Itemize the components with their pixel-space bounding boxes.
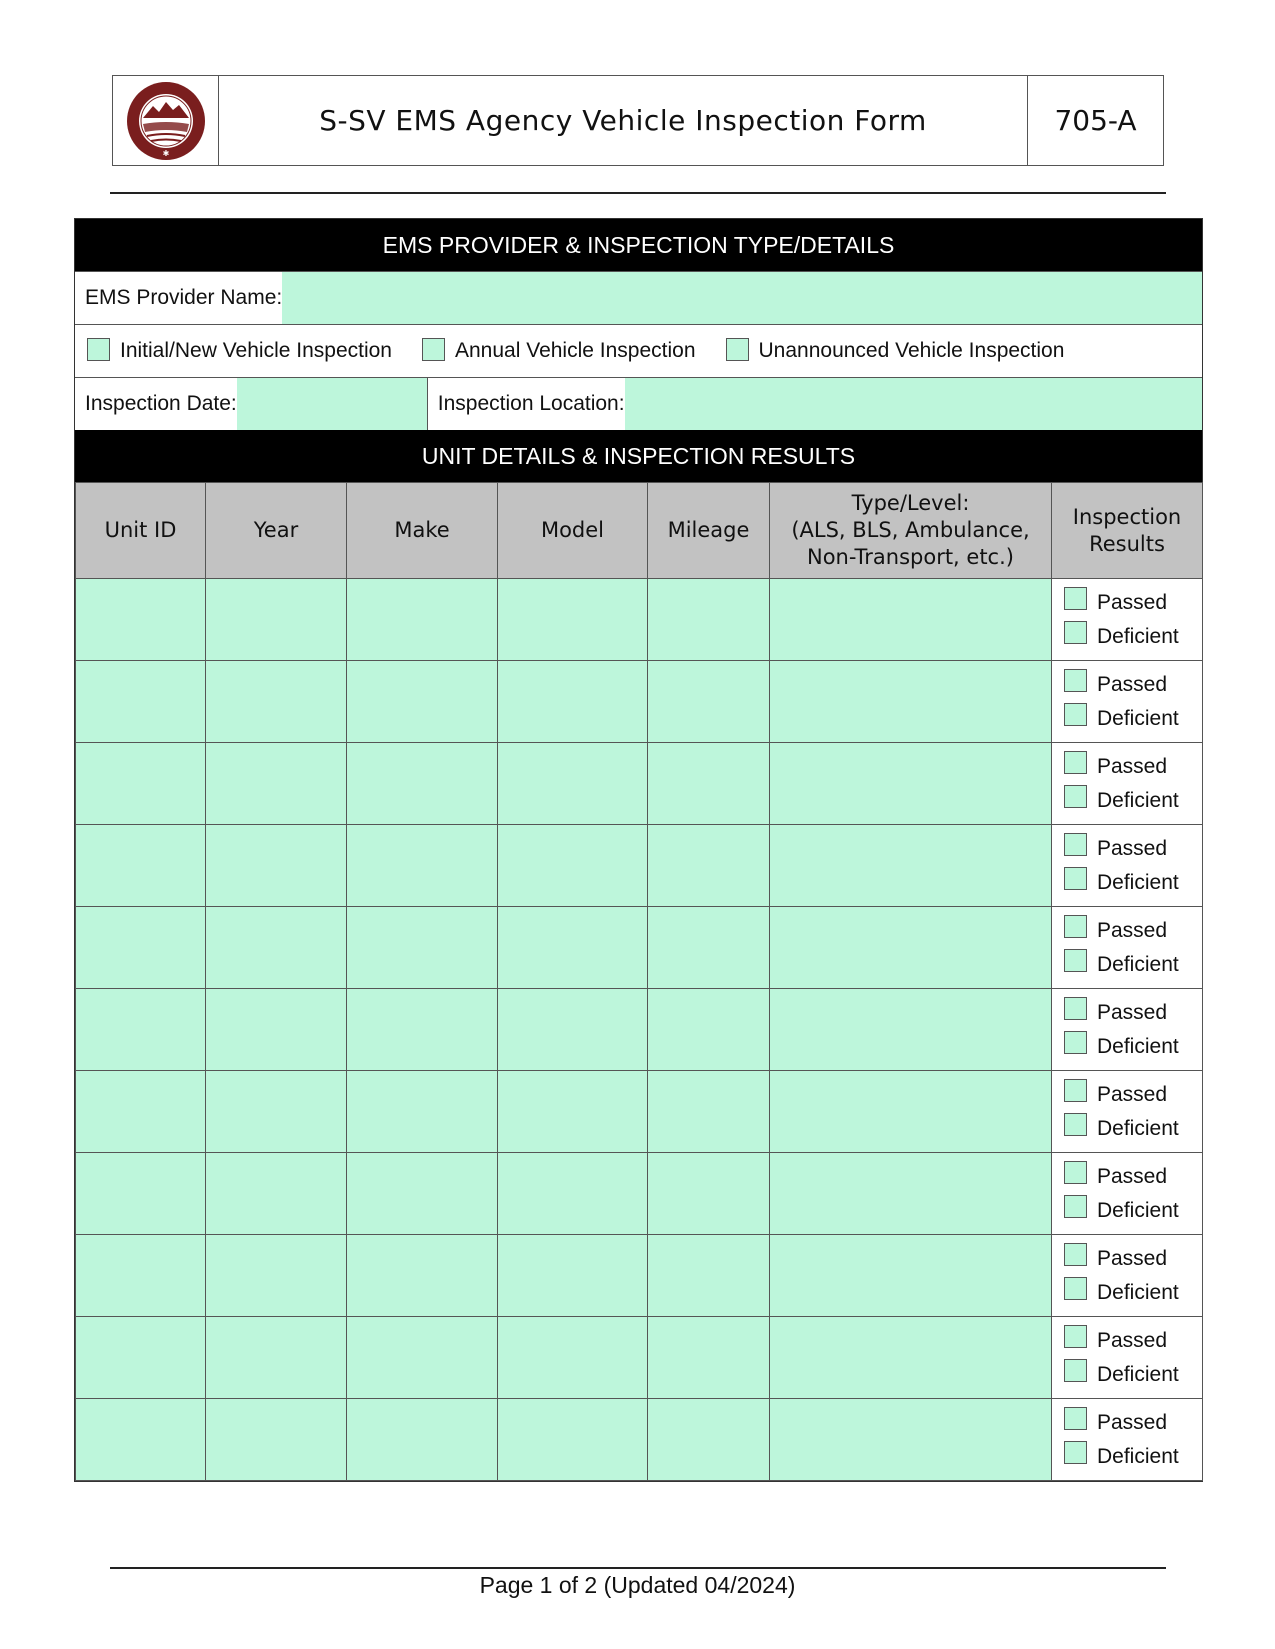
unit-table-header <box>76 483 1203 579</box>
unit-id-field[interactable] <box>76 1153 206 1235</box>
year-field[interactable] <box>206 1399 347 1481</box>
model-field[interactable] <box>498 579 648 661</box>
table-row <box>76 1071 1203 1153</box>
model-field[interactable] <box>498 1399 648 1481</box>
checkbox[interactable] <box>1064 751 1087 774</box>
result-option-label: Deficient <box>1097 1034 1179 1058</box>
result-option-label: Deficient <box>1097 788 1179 812</box>
unit-id-field[interactable] <box>76 1235 206 1317</box>
checkbox[interactable] <box>1064 703 1087 726</box>
column-header-label: Mileage <box>667 518 750 542</box>
table-row <box>76 825 1203 907</box>
date-location-row <box>75 377 1202 430</box>
inspection-results-cell <box>1052 1153 1203 1235</box>
top-divider <box>110 192 1166 194</box>
checkbox[interactable] <box>1064 949 1087 972</box>
result-option-label: Passed <box>1097 918 1168 942</box>
result-option-label: Passed <box>1097 836 1168 860</box>
result-option-deficient[interactable] <box>1064 1112 1202 1146</box>
result-option-passed[interactable] <box>1064 914 1202 948</box>
make-field[interactable] <box>347 907 498 989</box>
table-row <box>76 743 1203 825</box>
unit-id-field[interactable] <box>76 579 206 661</box>
result-option-label: Deficient <box>1097 1280 1179 1304</box>
provider-name-label: EMS Provider Name: <box>85 286 283 309</box>
model-field[interactable] <box>498 907 648 989</box>
checkbox[interactable] <box>1064 1359 1087 1382</box>
year-field[interactable] <box>206 1317 347 1399</box>
checkbox[interactable] <box>1064 669 1087 692</box>
model-field[interactable] <box>498 743 648 825</box>
table-row <box>76 989 1203 1071</box>
result-option-deficient[interactable] <box>1064 1276 1202 1310</box>
year-field[interactable] <box>206 907 347 989</box>
inspection-date-field[interactable] <box>237 378 427 430</box>
model-field[interactable] <box>498 1071 648 1153</box>
checkbox[interactable] <box>1064 1161 1087 1184</box>
mileage-field[interactable] <box>648 579 770 661</box>
inspection-type-row <box>75 324 1202 377</box>
make-field[interactable] <box>347 661 498 743</box>
model-field[interactable] <box>498 1317 648 1399</box>
checkbox[interactable] <box>1064 1407 1087 1430</box>
result-option-passed[interactable] <box>1064 1078 1202 1112</box>
inspection-type-initial[interactable] <box>87 339 392 363</box>
checkbox[interactable] <box>1064 1441 1087 1464</box>
form-code: 705-A <box>1054 104 1137 137</box>
result-option-label: Deficient <box>1097 1198 1179 1222</box>
result-option-label: Passed <box>1097 590 1168 614</box>
inspection-results-cell <box>1052 989 1203 1071</box>
mileage-field[interactable] <box>648 1317 770 1399</box>
model-field[interactable] <box>498 661 648 743</box>
inspection-results-cell <box>1052 743 1203 825</box>
type-level-field[interactable] <box>770 989 1052 1071</box>
section-banner-units: UNIT DETAILS & INSPECTION RESULTS <box>75 430 1202 482</box>
make-field[interactable] <box>347 1153 498 1235</box>
column-header-label: Inspection Results <box>1072 504 1182 556</box>
year-field[interactable] <box>206 1153 347 1235</box>
table-row <box>76 1235 1203 1317</box>
checkbox[interactable] <box>1064 785 1087 808</box>
provider-name-row <box>75 271 1202 324</box>
unit-table <box>75 482 1203 1481</box>
type-level-field[interactable] <box>770 907 1052 989</box>
mileage-field[interactable] <box>648 743 770 825</box>
column-header-label: Model <box>540 518 605 542</box>
unit-id-field[interactable] <box>76 907 206 989</box>
result-option-label: Passed <box>1097 1410 1168 1434</box>
result-option-label: Deficient <box>1097 624 1179 648</box>
form-title: S-SV EMS Agency Vehicle Inspection Form <box>219 76 1028 165</box>
result-option-label: Passed <box>1097 1000 1168 1024</box>
checkbox[interactable] <box>1064 587 1087 610</box>
checkbox[interactable] <box>1064 833 1087 856</box>
result-option-label: Passed <box>1097 1246 1168 1270</box>
inspection-form <box>74 218 1203 1482</box>
result-option-passed[interactable] <box>1064 832 1202 866</box>
section-banner-provider: EMS PROVIDER & INSPECTION TYPE/DETAILS <box>75 219 1202 271</box>
result-option-label: Deficient <box>1097 952 1179 976</box>
type-level-field[interactable] <box>770 1071 1052 1153</box>
result-option-deficient[interactable] <box>1064 1194 1202 1228</box>
checkbox[interactable] <box>1064 1031 1087 1054</box>
result-option-label: Passed <box>1097 754 1168 778</box>
checkbox[interactable] <box>1064 1325 1087 1348</box>
year-field[interactable] <box>206 743 347 825</box>
year-field[interactable] <box>206 825 347 907</box>
table-row <box>76 579 1203 661</box>
inspection-results-cell <box>1052 1399 1203 1481</box>
mileage-field[interactable] <box>648 1235 770 1317</box>
checkbox[interactable] <box>1064 621 1087 644</box>
column-header-label: Year <box>253 518 299 542</box>
checkbox[interactable] <box>1064 1195 1087 1218</box>
mileage-field[interactable] <box>648 825 770 907</box>
column-header <box>1052 483 1203 579</box>
make-field[interactable] <box>347 579 498 661</box>
checkbox[interactable] <box>87 338 110 361</box>
inspection-type-label: Annual Vehicle Inspection <box>455 339 696 362</box>
table-row <box>76 1399 1203 1481</box>
result-option-deficient[interactable] <box>1064 948 1202 982</box>
type-level-field[interactable] <box>770 825 1052 907</box>
result-option-deficient[interactable] <box>1064 1030 1202 1064</box>
bottom-divider <box>110 1567 1166 1569</box>
unit-id-field[interactable] <box>76 1071 206 1153</box>
make-field[interactable] <box>347 825 498 907</box>
result-option-passed[interactable] <box>1064 586 1202 620</box>
model-field[interactable] <box>498 1153 648 1235</box>
mileage-field[interactable] <box>648 661 770 743</box>
type-level-field[interactable] <box>770 661 1052 743</box>
year-field[interactable] <box>206 989 347 1071</box>
column-header-label: Make <box>394 518 450 542</box>
inspection-date-label: Inspection Date: <box>85 392 237 415</box>
unit-id-field[interactable] <box>76 1399 206 1481</box>
type-level-field[interactable] <box>770 1235 1052 1317</box>
checkbox[interactable] <box>1064 1243 1087 1266</box>
table-row <box>76 1317 1203 1399</box>
result-option-deficient[interactable] <box>1064 1358 1202 1392</box>
inspection-results-cell <box>1052 1317 1203 1399</box>
inspection-type-label: Unannounced Vehicle Inspection <box>758 339 1065 362</box>
result-option-passed[interactable] <box>1064 1406 1202 1440</box>
unit-id-field[interactable] <box>76 1317 206 1399</box>
year-field[interactable] <box>206 579 347 661</box>
checkbox[interactable] <box>1064 997 1087 1020</box>
model-field[interactable] <box>498 825 648 907</box>
result-option-deficient[interactable] <box>1064 784 1202 818</box>
mileage-field[interactable] <box>648 989 770 1071</box>
result-option-deficient[interactable] <box>1064 1440 1202 1474</box>
mileage-field[interactable] <box>648 1399 770 1481</box>
column-header <box>498 483 648 579</box>
make-field[interactable] <box>347 1317 498 1399</box>
result-option-label: Passed <box>1097 1328 1168 1352</box>
unit-id-field[interactable] <box>76 743 206 825</box>
type-level-field[interactable] <box>770 1399 1052 1481</box>
year-field[interactable] <box>206 661 347 743</box>
result-option-passed[interactable] <box>1064 1160 1202 1194</box>
table-row <box>76 1153 1203 1235</box>
model-field[interactable] <box>498 989 648 1071</box>
logo-cell <box>113 76 219 165</box>
type-level-field[interactable] <box>770 1153 1052 1235</box>
provider-name-field[interactable] <box>282 272 1202 324</box>
checkbox[interactable] <box>726 338 749 361</box>
checkbox[interactable] <box>1064 1277 1087 1300</box>
inspection-location-field[interactable] <box>625 378 1202 430</box>
model-field[interactable] <box>498 1235 648 1317</box>
inspection-results-cell <box>1052 825 1203 907</box>
result-option-label: Passed <box>1097 672 1168 696</box>
column-header <box>648 483 770 579</box>
result-option-label: Deficient <box>1097 870 1179 894</box>
column-header-label: Unit ID <box>104 518 177 542</box>
result-option-label: Passed <box>1097 1164 1168 1188</box>
svg-text:✱: ✱ <box>162 148 169 158</box>
column-header <box>76 483 206 579</box>
checkbox[interactable] <box>1064 1079 1087 1102</box>
column-header <box>770 483 1052 579</box>
result-option-passed[interactable] <box>1064 668 1202 702</box>
year-field[interactable] <box>206 1071 347 1153</box>
unit-id-field[interactable] <box>76 989 206 1071</box>
year-field[interactable] <box>206 1235 347 1317</box>
result-option-deficient[interactable] <box>1064 620 1202 654</box>
type-level-field[interactable] <box>770 743 1052 825</box>
result-option-label: Deficient <box>1097 1116 1179 1140</box>
inspection-results-cell <box>1052 661 1203 743</box>
make-field[interactable] <box>347 1235 498 1317</box>
result-option-passed[interactable] <box>1064 750 1202 784</box>
mileage-field[interactable] <box>648 907 770 989</box>
result-option-label: Passed <box>1097 1082 1168 1106</box>
checkbox[interactable] <box>422 338 445 361</box>
unit-id-field[interactable] <box>76 661 206 743</box>
type-level-field[interactable] <box>770 1317 1052 1399</box>
checkbox[interactable] <box>1064 1113 1087 1136</box>
mileage-field[interactable] <box>648 1153 770 1235</box>
agency-seal-logo <box>125 80 207 162</box>
mileage-field[interactable] <box>648 1071 770 1153</box>
make-field[interactable] <box>347 989 498 1071</box>
inspection-type-unannounced[interactable] <box>726 339 1065 363</box>
type-level-field[interactable] <box>770 579 1052 661</box>
inspection-type-annual[interactable] <box>422 339 696 363</box>
table-row <box>76 661 1203 743</box>
checkbox[interactable] <box>1064 915 1087 938</box>
inspection-type-label: Initial/New Vehicle Inspection <box>120 339 392 362</box>
page-footer: Page 1 of 2 (Updated 04/2024) <box>479 1572 796 1598</box>
result-option-label: Deficient <box>1097 706 1179 730</box>
inspection-results-cell <box>1052 907 1203 989</box>
inspection-results-cell <box>1052 1235 1203 1317</box>
table-row <box>76 907 1203 989</box>
make-field[interactable] <box>347 743 498 825</box>
column-header-label: Type/Level: (ALS, BLS, Ambulance, Non-Transport, etc.) <box>791 491 1030 569</box>
make-field[interactable] <box>347 1071 498 1153</box>
column-header <box>206 483 347 579</box>
result-option-label: Deficient <box>1097 1444 1179 1468</box>
inspection-results-cell <box>1052 579 1203 661</box>
inspection-location-label: Inspection Location: <box>427 378 625 430</box>
form-header <box>112 75 1164 166</box>
unit-id-field[interactable] <box>76 825 206 907</box>
result-option-passed[interactable] <box>1064 1242 1202 1276</box>
result-option-passed[interactable] <box>1064 1324 1202 1358</box>
result-option-passed[interactable] <box>1064 996 1202 1030</box>
result-option-deficient[interactable] <box>1064 866 1202 900</box>
result-option-deficient[interactable] <box>1064 702 1202 736</box>
inspection-results-cell <box>1052 1071 1203 1153</box>
make-field[interactable] <box>347 1399 498 1481</box>
result-option-label: Deficient <box>1097 1362 1179 1386</box>
column-header <box>347 483 498 579</box>
checkbox[interactable] <box>1064 867 1087 890</box>
